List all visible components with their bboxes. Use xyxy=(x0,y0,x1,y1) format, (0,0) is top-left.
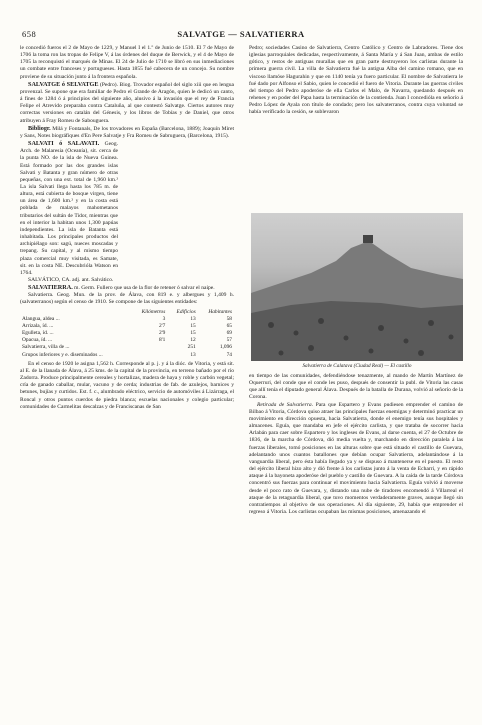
entry-body: Para que Espartero y Evans pudiesen emprender el camino de Bilbao á Vitoria, Córdova quiso atraer las principales fuerzas enemigas y determinó practicar un movimiento en dirección opuesta, hacia Salvatierra, donde el enemigo tenía sus hospitales y almacenes. Eguía, que mandaba en jefe el ejército carlista, y que trataba de socorrer hacia Arlabán para caer sobre Espartero y los ingleses de Evans, al darse cuenta, el 27 de Octubre de 1836, de la marcha de Córdova, dió media vuelta y, marchando en dirección paralela á las fuerzas liberales, tomó posiciones en las alturas sobre que está situado el castillo de Guevara, adelantando unos cuantos batallones que debían ocupar Salvatierra, adelantándose á la vanguardia liberal, pero ésta había llegado ya y se dispuso á mantenerse en el puesto. El resto del ejército liberal hizo alto y dió frente á los carlistas junto á la venta de Echarri, y en rápido ataque á la bayoneta apoderóse del pueblo y castillo de Guevara. A la caída de la tarde Córdova concentró sus fuerzas para continuar el movimiento hacia Salvatierra. Eguía volvió á moverse desde el poco rato de Guevara, y, distando una nube de tiradores encomendó á Villarreal el ataque de la retaguardia liberal, que tuvo momentos verdaderamente graves, aunque llegó sin contratiempos al objetivo de sus operaciones. Al día siguiente, 29, había que emprender el regreso á Vitoria. Los carlistas ocupaban las mismas posiciones, amenazando el xyxy=(249,401,463,515)
table-cell: Salvatierra, villa de ... xyxy=(22,344,70,351)
table-cell: Arrizala, íd. ... xyxy=(22,322,54,329)
table-cell: 13 xyxy=(190,351,196,358)
table-cell: 65 xyxy=(226,322,232,329)
page-number: 658 xyxy=(22,29,37,39)
running-title: SALVATGE — SALVATIERRA xyxy=(177,29,305,39)
paragraph: le concedió fueros el 2 de Mayo de 1229, y Manuel I el 1.º de Junio de 1510. El 7 de Mayo de 1706 la toma ron las tropas de Felipe V, á las órdenes del duque de Berwick, y el 4 de Mayo de 1705 la reconquistó el marqués de Minas. El 24 de Julio de 1710 se libró en sus inmediaciones un combate entre franceses y portugueses. Hasta 1855 fué cabecera de un concejo. Su nombre proviene de su situación junto á la frontera española. xyxy=(20,45,234,80)
table-cell xyxy=(131,344,167,351)
page-header xyxy=(22,29,460,41)
table-cell: Opacua, íd. ... xyxy=(22,337,53,344)
table-cell: 3 xyxy=(162,315,166,322)
figure-caption: Salvatierra de Calatava (Ciudad Real) — El castillo xyxy=(302,363,412,369)
entry-salvatierra-alava: Salvatierra. Geog. Mun. de la prov. de Álava, con 819 e. y albergues y 1,409 h. (salvaterranos) según el censo de 1910. Se compone de las siguientes entidades: xyxy=(20,292,234,306)
map-area xyxy=(122,142,234,282)
table-cell: 57 xyxy=(226,337,232,344)
entry-salvatico: SALVÁTICO, CA. adj. ant. Salvático. xyxy=(28,277,114,283)
table-header: Habitantes xyxy=(208,308,232,315)
right-column-bottom xyxy=(249,373,463,717)
entry-salvatge xyxy=(20,81,234,125)
table-cell: 69 xyxy=(226,330,232,337)
figure xyxy=(251,213,463,373)
table-cell: 12 xyxy=(190,337,196,344)
table-cell: 74 xyxy=(226,351,232,358)
paragraph: en tiempo de las comunidades, defendiéndose tenazmente, al mando de Martín Martínez de Oquerruri, del conde que el conde les puso, después de consentir la publ. de Vitoria las casas que allí tenía el diputado general Álava. Después de la batalla de Durana, volvió al señorío de la Corona. xyxy=(249,373,463,401)
castle-photo xyxy=(251,213,463,361)
paragraph: Pedro; sociedades Casino de Salvatierra, Centro Católico y Centro de Labradores. Tiene dos iglesias parroquiales dedicadas, respectivamente, á Santa María y á San Juan, ambas de estilo gótico, y restos de antiguas murallas que en gran parte destruyeron los carlistas durante la primera guerra civil. La villa de Salvatierra fué la antigua Alba del camino romano, que en viscoso llamóse Hagurahin y que en 1140 tenía ya fuero particular. El nombre de Salvatierra le fué dado por Alfonso el Sabio, quien le concedió el fuero de Vitoria. Durante las guerras civiles del tiempo del Pedro apoderóse de ella Carlos el Malo, de Navarra, quedando después en rehenes y en poder del Papa hasta la terminación de la contienda. Juan I concedióla en señorío á Pedro López de Ayala con título de condado; pero los salvaterranos, contra cuya voluntad se había verificado la cesión, se sublevaron xyxy=(249,45,463,116)
table-row xyxy=(20,323,234,330)
entry-bibliography xyxy=(20,125,234,140)
table-row xyxy=(20,337,234,344)
left-column xyxy=(20,45,234,717)
table-cell: 251 xyxy=(187,344,196,351)
table-cell: Egulleta, íd. ... xyxy=(22,330,54,337)
table-cell: Alangua, aldea ... xyxy=(22,315,60,322)
table-cell: 58 xyxy=(226,315,232,322)
table-cell: 15 xyxy=(190,330,196,337)
landscape-image xyxy=(251,213,463,361)
table-row xyxy=(20,352,234,359)
table-header: Edificios xyxy=(176,308,196,315)
entry-retirada xyxy=(249,402,463,517)
table-cell: 1,096 xyxy=(219,344,232,351)
table-row xyxy=(20,344,234,351)
headword: SALVATIERRA. xyxy=(28,284,73,292)
entry-body: Geog. Arch. de Malaresia (Oceanía), sit. cerca de la punta NO. de la isla de Nueva Guinea. Está formado por las dos grandes islas Salvati y Batanta y gran número de otras pequeñas, con una ext. total de 1,960 km.² La isla Salvati llega hasta los 785 m. de altura, está cubierta de bosque virgen, tiene un área de 1,600 km.² y en la costa está poblada de malayos mahometanos tributarios del sultán de Tidor, mientras que en el interior la habitan unos 1,300 papúas independientes. La isla de Batanta está inhabitada. Los principales productos del archipiélago son: sagú, nueces moscadas y trepang. Su capital, y al mismo tiempo plaza comercial muy visitada, es Samate, sit. en la costa NE. Descubrióla Watson en 1764. xyxy=(20,141,118,276)
entry-body: Milá y Fontanals, De los trovadores en España (Barcelona, 1889); Joaquín Miret y Sans, Notes biográfiques d'En Pere Salvatje y Fra Romeu de Sabruguera, (Barcelona, 1915). xyxy=(20,125,234,139)
table-header-row xyxy=(20,309,234,316)
table-header xyxy=(20,309,131,316)
table-cell: 2'7 xyxy=(158,322,166,329)
entry-body: m. Germ. Fullero que usa de la flor de retener ó salvar el naipe. xyxy=(72,285,215,292)
table-row xyxy=(20,330,234,337)
paragraph: En el censo de 1920 le asigna 1,562 h. Corresponde al p. j. y á la dióc. de Vitoria, y está sit. al E. de la llanada de Álava, á 25 kms. de la capital de la provincia, en terreno bañado por el río Zadorra. Produce principalmente cereales y hortalizas, madera de haya y roble y carbón vegetal; cría de ganado caballar, mular, vacuno y de cerda; industrias de fab. de azulejos, barnices y betunes, bujías y curtidos. Est. f. c., alumbrado eléctrico, servicio de automóviles á Lizárraga, el Roncal y otros puntos cuerdos de piedra blanca; escuelas nacionales y colegio particular; comunidades de Carmelitas descalzas y de Franciscanas de San xyxy=(20,360,234,410)
table-cell: 13 xyxy=(190,315,196,322)
table-cell xyxy=(131,352,167,359)
table-cell: Grupos inferiores y e. diseminados ... xyxy=(22,351,103,358)
table-cell: 8'1 xyxy=(158,337,166,344)
table-cell: 15 xyxy=(190,322,196,329)
entry-salvati xyxy=(20,140,234,277)
headword: SALVATGE ó SELVATGE xyxy=(28,80,99,88)
right-column-top xyxy=(249,45,463,210)
headword: Bibliogr. xyxy=(28,124,51,132)
table-cell: 2'9 xyxy=(158,330,166,337)
table-row xyxy=(20,316,234,323)
subheading: Retirada de Salvatierra. xyxy=(257,401,314,408)
table-header: Kilómetros xyxy=(141,308,166,315)
headword: SALVATI ó SALAVATI. xyxy=(28,140,100,148)
population-table xyxy=(20,309,234,359)
entry-body: (Pedro). Biog. Trovador español del siglo xiii que en lengua provenzal. Se supone que era familiar de Pedro el Grande de Aragón, quien le dedicó un canto, á fines de 1284 ó á principios del siguiente año, alusivo á la invasión que el rey de Francia Felipe el Atrevido preparaba contra Cataluña, al que contestó Salvatge. Ciertos autores muy correctas versiones en catalán del Génesis, y los libros de Tobías y de Daniel, que otros atribuyen á Fray Romeu de Sabouguera. xyxy=(20,81,234,124)
